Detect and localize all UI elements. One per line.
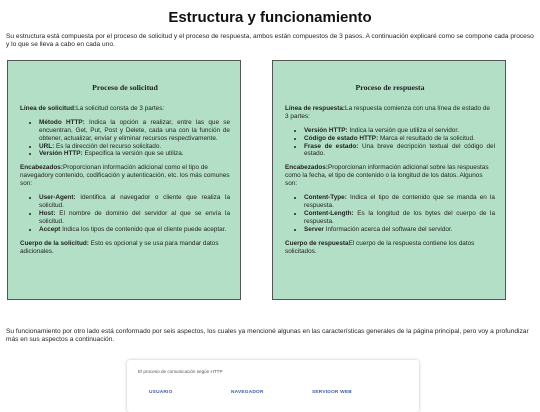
list-item [304,135,495,143]
response-headers-paragraph [285,164,495,188]
intro-paragraph: Su estructura está compuesta por el proceso de solicitud y el proceso de respuesta, ambos están compuestos de 3 pasos. A continuación explicaré como se compone cada proceso y lo que se lleva a cabo en cada uno. [6,33,534,49]
request-process-box [7,60,241,300]
list-item-term: Content-Type: [304,194,347,202]
response-body-label: Cuerpo de respuesta [285,239,349,247]
diagram-column-browser: NAVEGADOR [231,390,264,395]
list-item-desc: Indica el tipo de contenido que se manda en la respuesta. [304,194,495,209]
list-item-term: Método HTTP: [39,118,85,126]
list-item [39,194,230,210]
response-headers-list [285,194,495,234]
list-item-term: Content-Length: [304,209,354,217]
list-item-desc: Es la longitud de los bytes del cuerpo de la respuesta. [304,209,495,225]
response-line-text: La respuesta comienza con una línea de estado de 3 partes: [285,104,490,120]
list-item-desc: Es la dirección del recurso solicitado. [54,142,162,150]
request-line-list [20,119,230,159]
response-headers-label: Encabezados: [285,164,328,172]
response-line-label: Línea de respuesta: [285,104,346,112]
list-item [304,194,495,210]
list-item-term: URL: [39,142,55,150]
list-item-term: Código de estado HTTP: [304,134,379,142]
list-item-desc: Especifica la versión que se utiliza. [82,150,184,158]
request-headers-label: Encabezados: [20,164,63,172]
request-box-title: Proceso de solicitud [92,83,158,92]
request-headers-text: Proporcionan información adicional como el tipo de navegadory contenido, codificación y autenticación, etc. los más comunes son: [20,164,230,188]
list-item-desc: Una breve decripción textual del código del estado. [304,142,496,158]
request-line-text: La solicitud consta de 3 partes: [76,104,165,112]
list-item-term: User-Agent: [39,194,76,202]
page-title: Estructura y funcionamiento [168,9,372,26]
list-item [39,119,230,143]
diagram-column-server: SERVIDOR WEB [312,390,352,395]
request-headers-paragraph [20,164,230,188]
diagram-column-user: USUARIO [149,390,173,395]
response-line-list [285,127,495,159]
list-item-desc: Indica la opción a realizar, entre las que se encuentran, Get, Put, Post y Delete, cada una con la función de obtener, actualizar, enviar y eliminar recursos respectivamente. [39,118,231,142]
list-item-term: Versión HTTP: [39,150,83,158]
list-item-desc: El nombre de dominio del servidor al que se envía la solicitud. [39,209,230,225]
response-body-paragraph [285,240,495,256]
list-item-desc: Indica la versión que utiliza el servidor. [347,126,459,134]
list-item [304,127,495,135]
response-line-paragraph [285,105,495,121]
list-item-desc: Identifica al navegador o cliente que realiza la solicitud. [39,194,230,209]
request-headers-list [20,194,230,234]
response-box-title: Proceso de respuesta [355,83,425,92]
response-body-text: El cuerpo de la respuesta contiene los datos solicitados. [285,239,475,255]
list-item-desc: Información acerca del software del servidor. [323,225,453,233]
list-item [39,143,230,151]
list-item-term: Accept [39,225,61,233]
list-item-desc: Marca el resultado de la solicitud. [378,134,475,142]
list-item [304,210,495,226]
list-item [304,226,495,234]
http-communication-diagram [127,360,419,412]
list-item [39,210,230,226]
response-headers-text: Proporcionan información adicional sobre las respuestas como la fecha, el tipo de contenido o la longitud de los datos. Algunos son: [285,164,489,188]
request-line-paragraph [20,105,230,113]
list-item [39,150,230,158]
response-process-box [272,60,506,300]
list-item-term: Host: [39,209,56,217]
list-item [304,143,495,159]
list-item-desc: Indica los tipos de contenido que el cliente puede aceptar. [60,225,227,233]
request-body-label: Cuerpo de la solicitud: [20,239,89,247]
request-body-text: Esto es opcional y se usa para mandar datos adicionales. [20,239,219,255]
list-item-term: Server [304,225,324,233]
list-item-term: Versión HTTP: [304,126,348,134]
diagram-title: El proceso de comunicación según HTTP [138,369,223,374]
list-item [39,226,230,234]
functioning-paragraph: Su funcionamiento por otro lado está conformado por seis aspectos, los cuales ya mencioné algunas en las características generales de la página principal, pero voy a profundizar más en sus aspectos a continuación. [6,328,529,344]
request-body-paragraph [20,240,230,256]
list-item-term: Frase de estado: [304,142,359,150]
request-line-label: Línea de solicitud: [20,104,77,112]
